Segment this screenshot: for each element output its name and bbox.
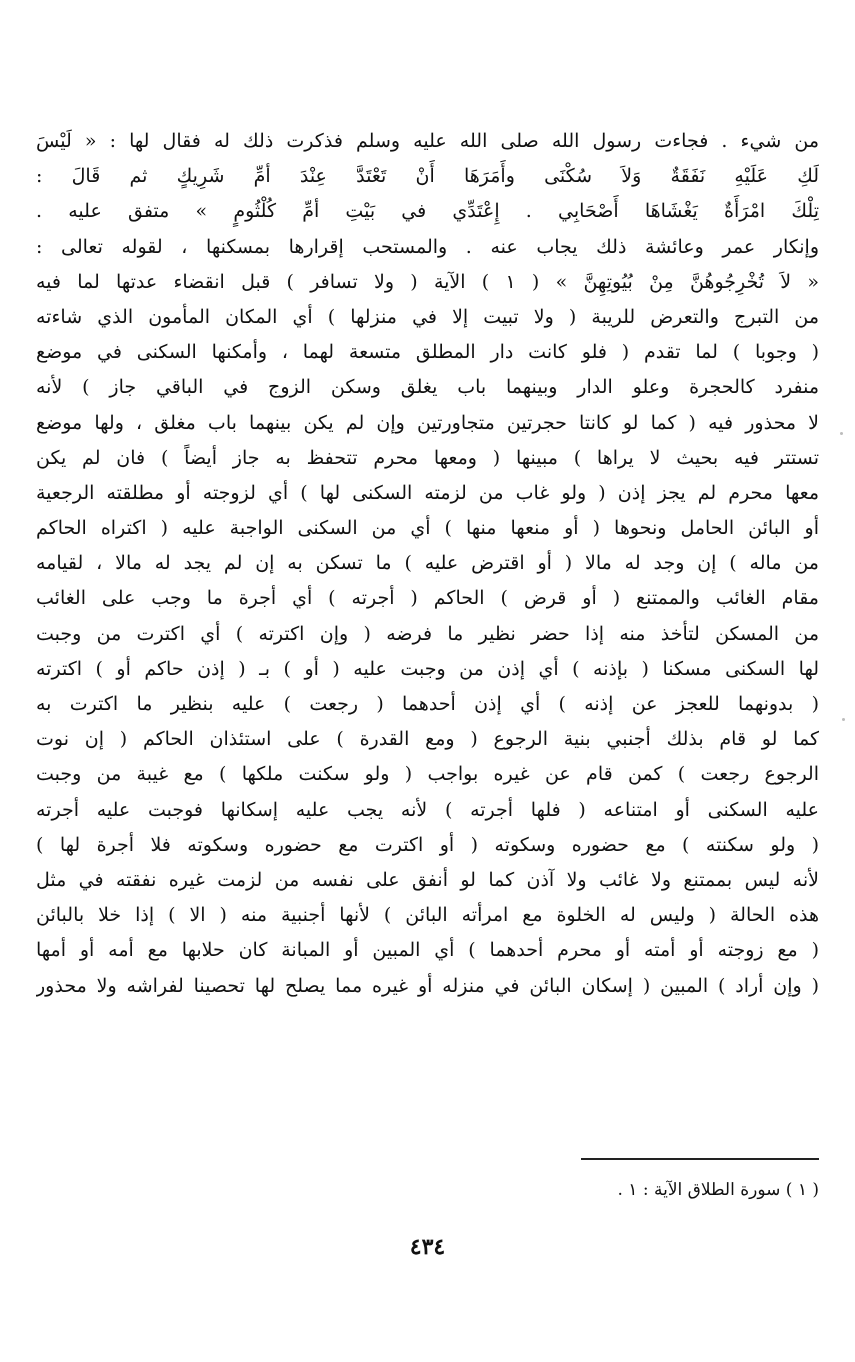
- footnote-separator: [581, 1158, 819, 1160]
- text-line: وإنكار عمر وعائشة ذلك يجاب عنه . والمستحب إقرارها بمسكنها ، لقوله تعالى :: [36, 235, 819, 258]
- text-line: تستتر فيه بحيث لا يراها ) مبينها ( ومعها محرم تتحفظ به جاز أيضاً ) فان لم يكن: [36, 446, 819, 469]
- text-line: لها السكنى مسكنا ( بإذنه ) أي إذن من وجبت عليه ( أو ) بـ ( إذن حاكم أو ) اكترته: [36, 657, 819, 680]
- text-line: الرجوع رجعت ) كمن قام عن غيره بواجب ( ولو سكنت ملكها ) مع غيبة من وجبت: [36, 763, 819, 786]
- text-line: عليه السكنى أو امتناعه ( فلها أجرته ) لأنه يجب عليه إسكانها فوجبت عليه أجرته: [36, 798, 819, 821]
- text-line: كما لو قام بذلك أجنبي بنية الرجوع ( ومع القدرة ) على استئذان الحاكم ( إن نوت: [36, 728, 819, 751]
- text-line: من التبرج والتعرض للريبة ( ولا تبيت إلا في منزلها ) أي المكان المأمون الذي شاءته: [36, 305, 819, 328]
- text-line: من المسكن لتأخذ منه إذا حضر نظير ما فرضه ( وإن اكترته ) أي اكترت من وجبت: [36, 622, 819, 645]
- text-line: مقام الغائب والممتنع ( أو قرض ) الحاكم ( أجرته ) أي أجرة ما وجب على الغائب: [36, 587, 819, 610]
- text-line: لا محذور فيه ( كما لو كانتا حجرتين متجاورتين وإن لم يكن بينهما باب مغلق ، ولها موضع: [36, 411, 819, 434]
- text-line: ( بدونهما للعجز عن إذنه ) أي إذن أحدهما ( رجعت ) عليه بنظير ما اكترت به: [36, 693, 819, 715]
- text-line: لأنه ليس بممتنع ولا غائب ولا آذن كما لو أنفق على نفسه من لزمت غيره نفقته في مثل: [36, 868, 819, 891]
- text-line: ( ولو سكنته ) مع حضوره وسكوته ( أو اكترت مع حضوره وسكوته فلا أجرة لها ): [36, 833, 819, 856]
- scan-speck: [842, 718, 845, 721]
- text-line: من شيء . فجاءت رسول الله صلى الله عليه وسلم فذكرت ذلك له فقال لها : « لَيْسَ: [36, 130, 819, 152]
- page-number: ٤٣٤: [409, 1234, 446, 1260]
- footnote: ( ١ ) سورة الطلاق الآية : ١ .: [617, 1180, 819, 1200]
- text-line: أو البائن الحامل ونحوها ( أو منعها منها ) أي من السكنى الواجبة عليه ( اكتراه الحاكم: [36, 517, 819, 540]
- text-line: من ماله ) إن وجد له مالا ( أو اقترض عليه ) ما تسكن به إن لم يجد له مالا ، لقيامه: [36, 552, 819, 575]
- text-line: « لاَ تُخْرِجُوهُنَّ مِنْ بُيُوتِهِنَّ » ( ١ ) الآية ( ولا تسافر ) قبل انقضاء عدتها لما فيه: [36, 270, 819, 293]
- text-line: لَكِ عَلَيْهِ نَفَقَةٌ وَلاَ سُكْنَى وأَمَرَهَا أَنْ تَعْتَدَّ عِنْدَ أمِّ شَرِيكٍ ثم قَالَ :: [36, 165, 819, 188]
- scan-speck: [840, 432, 843, 435]
- text-line: ( وجوبا ) لما تقدم ( فلو كانت دار المطلق متسعة لهما ، وأمكنها السكنى في موضع: [36, 341, 819, 364]
- text-line: معها محرم لم يجز إذن ( ولو غاب من لزمته السكنى لها ) أي لزوجته أو مطلقته الرجعية: [36, 481, 819, 504]
- text-line: ( مع زوجته أو أمته أو محرم أحدهما ) أي المبين أو المبانة كان حلابها مع أمه أو أمها: [36, 939, 819, 962]
- text-line: تِلْكَ امْرَأَةٌ يَغْشَاهَا أَصْحَابِي . إِعْتَدِّي في بَيْتِ أمِّ كُلْثُومٍ » متفق عليه .: [36, 200, 819, 223]
- text-line: هذه الحالة ( وليس له الخلوة مع امرأته البائن ) لأنها أجنبية منه ( الا ) إذا خلا بالبائن: [36, 904, 819, 927]
- main-text-body: [36, 124, 819, 1004]
- text-line: ( وإن أراد ) المبين ( إسكان البائن في منزله أو غيره مما يصلح لها تحصينا لفراشه ولا محذور: [36, 974, 819, 997]
- text-line: منفرد كالحجرة وعلو الدار وبينهما باب يغلق وسكن الزوج في الباقي جاز ) لأنه: [36, 376, 819, 399]
